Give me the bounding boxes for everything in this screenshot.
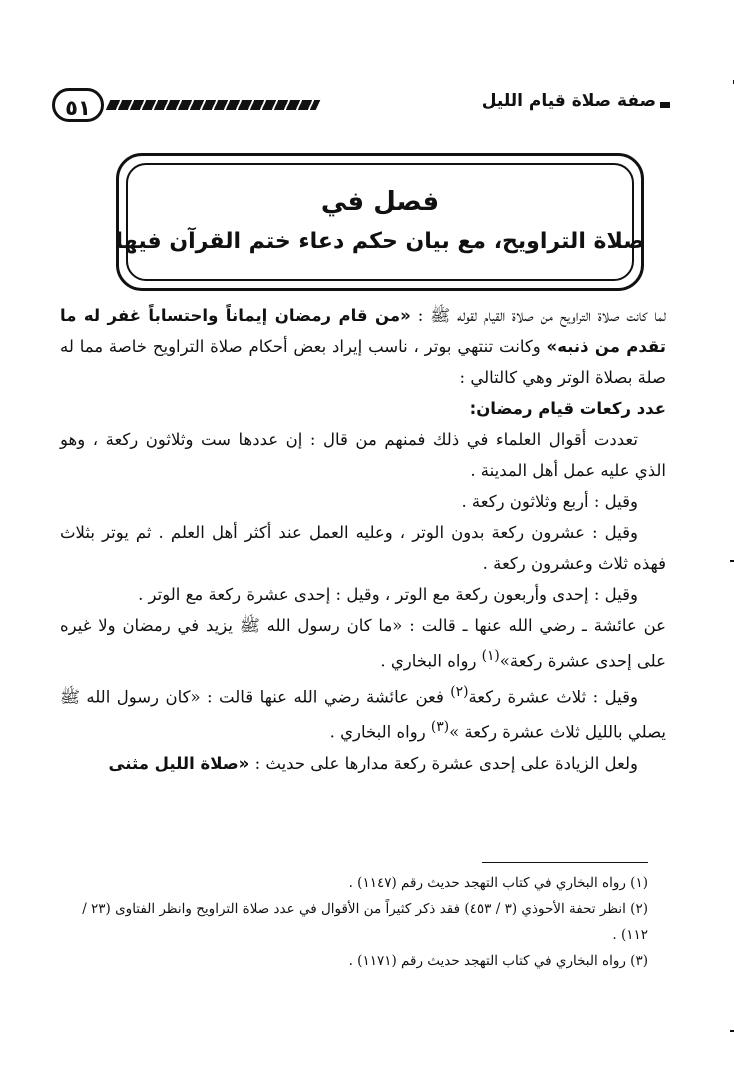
- text-run: عن عائشة ـ رضي الله عنها ـ قالت : «ما كان رسول الله ﷺ يزيد في رمضان ولا غيره على إحدى عشرة ركعة»: [60, 616, 666, 671]
- main-text: [60, 300, 666, 779]
- text-run: فعن عائشة رضي الله عنها قالت : «كان رسول الله ﷺ يصلي بالليل ثلاث عشرة ركعة »: [60, 687, 666, 742]
- header-title: صفة صلاة قيام الليل: [481, 91, 656, 111]
- paragraph-opinion-34: وقيل : أربع وثلاثون ركعة .: [461, 492, 638, 511]
- paragraph-opinion-20: وقيل : عشرون ركعة بدون الوتر ، وعليه العمل عند أكثر أهل العلم . ثم يوتر بثلاث فهذه ثلاث وعشرون ركعة .: [60, 523, 666, 573]
- chapter-title-line1: فصل في: [320, 187, 440, 217]
- header-ornament: [660, 102, 670, 108]
- chapter-title-inner-frame: [115, 163, 645, 281]
- section-heading: عدد ركعات قيام رمضان:: [469, 399, 666, 418]
- paragraph-aisha-hadith: [60, 610, 666, 677]
- text-run: رواه البخاري .: [380, 651, 482, 671]
- footnote-ref-1: (١): [481, 648, 500, 664]
- footnote-ref-2: (٢): [450, 683, 469, 700]
- footnote-1: (١) رواه البخاري في كتاب التهجد حديث رقم (١١٤٧) .: [348, 875, 648, 891]
- text-run: وقيل : ثلاث عشرة ركعة: [468, 687, 638, 706]
- footnote-2: (٢) انظر تحفة الأحوذي (٣ / ٤٥٣) فقد ذكر كثيراً من الأقوال في عدد صلاة التراويح وانظر الفتاوى (٢٣ / ١١٢) .: [82, 901, 648, 943]
- footnote-3: (٣) رواه البخاري في كتاب التهجد حديث رقم (١١٧١) .: [348, 953, 648, 969]
- scan-mark: [730, 1030, 734, 1032]
- hadith-quote: «صلاة الليل مثنى: [108, 753, 250, 773]
- chapter-title-line2: صلاة التراويح، مع بيان حكم دعاء ختم القرآن فيها: [115, 229, 645, 254]
- paragraph-opinions: تعددت أقوال العلماء في ذلك فمنهم من قال : إن عددها ست وثلاثون ركعة ، وهو الذي عليه عمل أهل المدينة .: [60, 430, 666, 480]
- text-run: وكانت تنتهي بوتر ، ناسب إيراد بعض أحكام صلاة التراويح خاصة مما له صلة بصلاة الوتر وهي كالتالي :: [60, 337, 666, 387]
- text-run: لما كانت صلاة التراويح من صلاة القيام لقوله ﷺ :: [410, 306, 666, 325]
- running-header: [52, 88, 664, 126]
- text-run: رواه البخاري .: [329, 722, 431, 742]
- scan-mark: [730, 560, 734, 562]
- hadith-quote: «من قام رمضان إيماناً واحتساباً غفر له ما تقدم من ذنبه»: [60, 306, 667, 356]
- footnotes: [60, 870, 648, 974]
- paragraph-intro: [60, 300, 666, 393]
- footnote-separator: [482, 862, 648, 863]
- header-decorative-rule: [106, 100, 321, 110]
- text-run: ولعل الزيادة على إحدى عشرة ركعة مدارها على حديث :: [249, 753, 638, 773]
- paragraph-conclusion: [60, 748, 666, 779]
- paragraph-opinion-41: وقيل : إحدى وأربعون ركعة مع الوتر ، وقيل : إحدى عشرة ركعة مع الوتر .: [138, 585, 638, 604]
- chapter-title-box: [116, 153, 644, 291]
- page-number: ٥١: [52, 88, 104, 122]
- footnote-ref-3: (٣): [430, 719, 450, 735]
- paragraph-opinion-13: [60, 677, 666, 748]
